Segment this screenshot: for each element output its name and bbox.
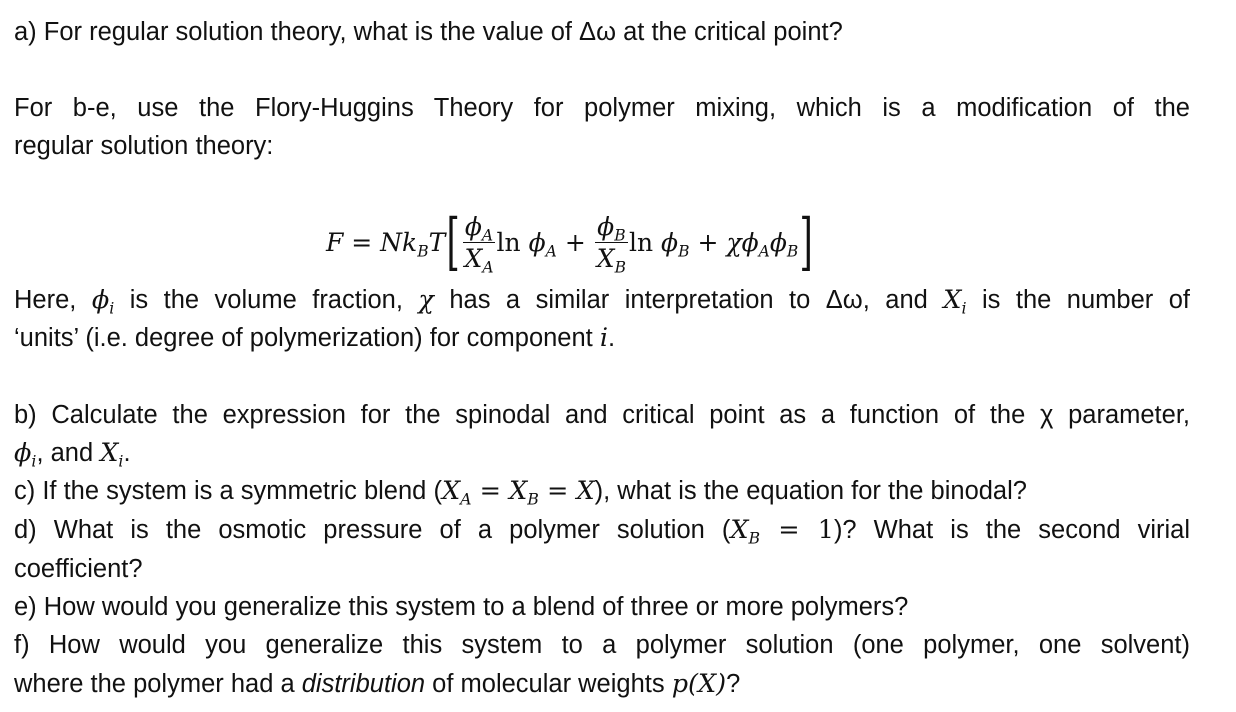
question-b-line-1 — [14, 396, 1190, 434]
plus-sign-1: + — [564, 227, 586, 257]
left-bracket: [ — [446, 205, 461, 278]
question-f-line-1: f) How would you generalize this system to a polymer solution (one polymer, one solvent) — [14, 631, 1190, 659]
question-d-line-1: d) What is the osmotic pressure of a polymer solution $(X_B = 1)$? What is the second virial — [14, 515, 1191, 548]
question-f-line-2: where the polymer had a distribution of molecular weights p(X)? — [14, 669, 741, 699]
question-b-text: b) Calculate the expression for the spinodal and critical point as a function of the χ parameter, — [14, 401, 1190, 429]
interaction-term: $\chi\phi_A\phi_B$ — [726, 227, 799, 260]
intro-text-1: For b-e, use the Flory-Huggins Theory for polymer mixing, which is a modification of the — [14, 94, 1190, 122]
intro-line-2 — [14, 127, 273, 165]
ln-term-a: $\ln \phi_A$ — [496, 227, 557, 260]
question-d-line-2: coefficient? — [14, 555, 143, 583]
fraction-b: $\frac{\phi_B}{X_B}$ — [596, 211, 626, 276]
definitions-line-1: Here, $\phi_i$ is the volume fraction, χ has a similar interpretation to Δω, and $X_i$ is the number of — [14, 285, 1190, 318]
definitions-line-2: ‘units’ (i.e. degree of polymerization) for component i. — [14, 323, 616, 353]
fraction-a: $\frac{\phi_A}{X_A}$ — [464, 211, 494, 276]
intro-text-2: regular solution theory: — [14, 132, 274, 160]
plus-sign-2: + — [697, 227, 719, 257]
intro-line-1 — [14, 89, 1190, 127]
question-b-line-2: $\phi_i$, and $X_i$. — [14, 438, 131, 471]
question-a-text: a) For regular solution theory, what is the value of Δω at the critical point? — [14, 18, 843, 46]
ln-term-b: $\ln \phi_B$ — [628, 227, 690, 260]
question-c: c) If the system is a symmetric blend $(X_A = X_B = X)$, what is the equation for the binodal? — [14, 476, 1027, 509]
equation-lhs: $F = Nk_BT$ — [326, 227, 446, 260]
flory-huggins-equation — [326, 196, 814, 288]
question-a — [14, 13, 843, 51]
document-page — [14, 0, 1194, 712]
right-bracket: ] — [799, 205, 814, 278]
question-e: e) How would you generalize this system to a blend of three or more polymers? — [14, 593, 909, 621]
